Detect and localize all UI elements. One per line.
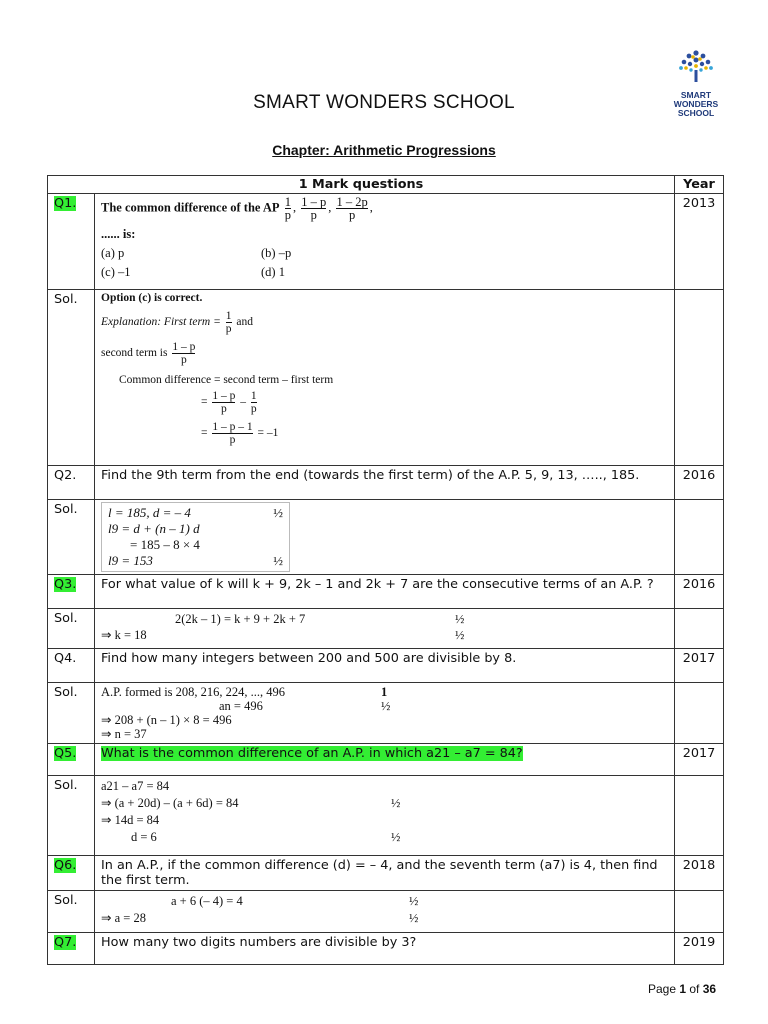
question-number: Q6. — [54, 858, 77, 873]
question-text: In an A.P., if the common difference (d) = – 4, and the seventh term (a7) is 4, then find the first term. — [95, 856, 675, 891]
q1-tail: ...... is: — [101, 227, 136, 241]
sol4-line-2: an = 496 — [219, 699, 263, 713]
logo-line-2: WONDERS — [673, 99, 719, 109]
solution-row — [48, 609, 724, 649]
mark: ½ — [455, 628, 465, 642]
mark: ½ — [391, 796, 401, 810]
question-year: 2017 — [675, 744, 724, 776]
sol5-line-1: a21 – a7 = 84 — [101, 779, 170, 793]
mark: ½ — [273, 553, 283, 568]
frac-denominator: p — [348, 208, 356, 222]
q1-stem: The common difference of the AP — [101, 200, 280, 215]
question-year: 2017 — [675, 649, 724, 683]
question-number: Q1. — [54, 196, 77, 211]
sol1-result: = –1 — [257, 427, 279, 440]
solution-content — [95, 891, 675, 933]
mark: ½ — [455, 612, 465, 626]
sol1-line-3: second term is — [101, 347, 168, 360]
chapter-title: Chapter: Arithmetic Progressions — [272, 142, 496, 158]
mark: 1 — [381, 685, 388, 699]
solution-row — [48, 683, 724, 744]
solution-label: Sol. — [48, 776, 95, 856]
question-row — [48, 575, 724, 609]
question-text: How many two digits numbers are divisible by 3? — [95, 933, 675, 965]
option-b: (b) –p — [261, 246, 292, 260]
sol2-line-3: = 185 – 8 × 4 — [130, 537, 200, 552]
sol3-line-1: 2(2k – 1) = k + 9 + 2k + 7 — [175, 612, 306, 626]
sol5-line-4: d = 6 — [131, 830, 157, 844]
question-row — [48, 744, 724, 776]
frac-denominator: p — [310, 208, 317, 222]
sol6-line-1: a + 6 (– 4) = 4 — [171, 894, 243, 908]
solution-row — [48, 776, 724, 856]
question-number: Q3. — [54, 577, 77, 592]
sol1-line-2: Explanation: First term = — [101, 316, 221, 329]
question-text: What is the common difference of an A.P. in which a21 – a7 = 84? — [101, 746, 523, 761]
frac-denominator: p — [221, 403, 227, 415]
frac-denominator: p — [180, 354, 187, 366]
frac-numerator: 1 – 2p — [336, 195, 368, 209]
solution-content — [95, 776, 675, 856]
sol1-and: and — [236, 316, 253, 329]
frac-denominator: p — [250, 403, 257, 415]
question-row — [48, 933, 724, 965]
sol3-line-2: ⇒ k = 18 — [101, 628, 147, 642]
logo-line-3: SCHOOL — [677, 108, 715, 118]
mark: ½ — [391, 830, 401, 844]
solution-label: Sol. — [48, 290, 95, 466]
sol4-line-3: ⇒ 208 + (n – 1) × 8 = 496 — [101, 713, 232, 727]
frac-denominator: p — [284, 208, 291, 222]
year-header: Year — [675, 176, 724, 194]
solution-label: Sol. — [48, 891, 95, 933]
section-title: 1 Mark questions — [48, 176, 675, 194]
question-year: 2013 — [675, 194, 724, 290]
sol5-line-3: ⇒ 14d = 84 — [101, 813, 160, 827]
mark: ½ — [409, 894, 419, 908]
solution-label: Sol. — [48, 609, 95, 649]
question-year: 2016 — [675, 466, 724, 500]
tree-logo-icon — [676, 48, 716, 86]
option-a: (a) p — [101, 246, 125, 260]
sol2-line-2: l9 = d + (n – 1) d — [108, 521, 200, 536]
frac-numerator: 1 – p — [212, 390, 236, 402]
frac-numerator: 1 — [225, 310, 232, 322]
question-row — [48, 194, 724, 290]
school-title: SMART WONDERS SCHOOL — [253, 92, 515, 113]
sol2-line-4: l9 = 153 — [108, 553, 153, 568]
question-text: Find how many integers between 200 and 500 are divisible by 8. — [95, 649, 675, 683]
question-year: 2016 — [675, 575, 724, 609]
page-number: 1 — [679, 982, 687, 996]
question-text: For what value of k will k + 9, 2k – 1 and 2k + 7 are the consecutive terms of an A.P. ? — [95, 575, 675, 609]
question-number: Q5. — [54, 746, 77, 761]
solution-content — [95, 500, 675, 575]
mark: ½ — [273, 505, 283, 520]
sol5-line-2: ⇒ (a + 20d) – (a + 6d) = 84 — [101, 796, 239, 810]
solution-content — [95, 683, 675, 744]
solution-row — [48, 290, 724, 466]
mark: ½ — [381, 699, 391, 713]
page-total: 36 — [702, 982, 717, 996]
question-number: Q2. — [48, 466, 95, 500]
frac-numerator: 1 – p — [301, 195, 327, 209]
frac-numerator: 1 – p – 1 — [212, 421, 253, 433]
option-d: (d) 1 — [261, 265, 285, 279]
table-header-row — [48, 176, 724, 194]
question-year: 2018 — [675, 856, 724, 891]
question-number: Q4. — [48, 649, 95, 683]
frac-denominator: p — [229, 434, 236, 446]
solution-content — [95, 609, 675, 649]
page-of: of — [686, 982, 703, 996]
mark: ½ — [409, 911, 419, 925]
question-row — [48, 649, 724, 683]
page-prefix: Page — [648, 982, 680, 996]
solution-label: Sol. — [48, 500, 95, 575]
question-row — [48, 466, 724, 500]
option-c: (c) –1 — [101, 265, 131, 279]
sol1-line-4: Common difference = second term – first term — [119, 374, 334, 386]
page-footer — [648, 982, 716, 996]
sol6-line-2: ⇒ a = 28 — [101, 911, 146, 925]
question-number: Q7. — [54, 935, 77, 950]
question-text: The common difference of the AP $\frac{1}{p}$ , $\frac{1 - p}{p}$ , $\frac{1 - 2p}{p}$ , ...... is: (a) p (b) –p (c) –1 (d) 1 — [95, 194, 675, 290]
sol4-line-4: ⇒ n = 37 — [101, 727, 147, 741]
frac-numerator: 1 – p — [172, 341, 196, 353]
solution-content: Option (c) is correct. Explanation: First term = $\frac{1}{p}$ and second term is $\frac{1 - p}{p}$ Common difference = second term – first term = $\frac{1 - p}{p}$ – $\frac{1}{p}$ = $\frac{1 - p - 1}{p}$ = –1 — [95, 290, 675, 466]
solution-label: Sol. — [48, 683, 95, 744]
logo-line-1: SMART — [680, 90, 712, 100]
frac-numerator: 1 — [250, 390, 257, 402]
solution-row — [48, 891, 724, 933]
sol4-line-1: A.P. formed is 208, 216, 224, ..., 496 — [101, 685, 286, 699]
question-row — [48, 856, 724, 891]
question-text: Find the 9th term from the end (towards the first term) of the A.P. 5, 9, 13, ….., 185. — [95, 466, 675, 500]
frac-denominator: p — [225, 323, 232, 335]
question-year: 2019 — [675, 933, 724, 965]
solution-row — [48, 500, 724, 575]
sol2-line-1: l = 185, d = – 4 — [108, 505, 191, 520]
questions-table — [47, 175, 724, 965]
frac-numerator: 1 — [284, 195, 291, 209]
sol1-line-1: Option (c) is correct. — [101, 292, 203, 304]
